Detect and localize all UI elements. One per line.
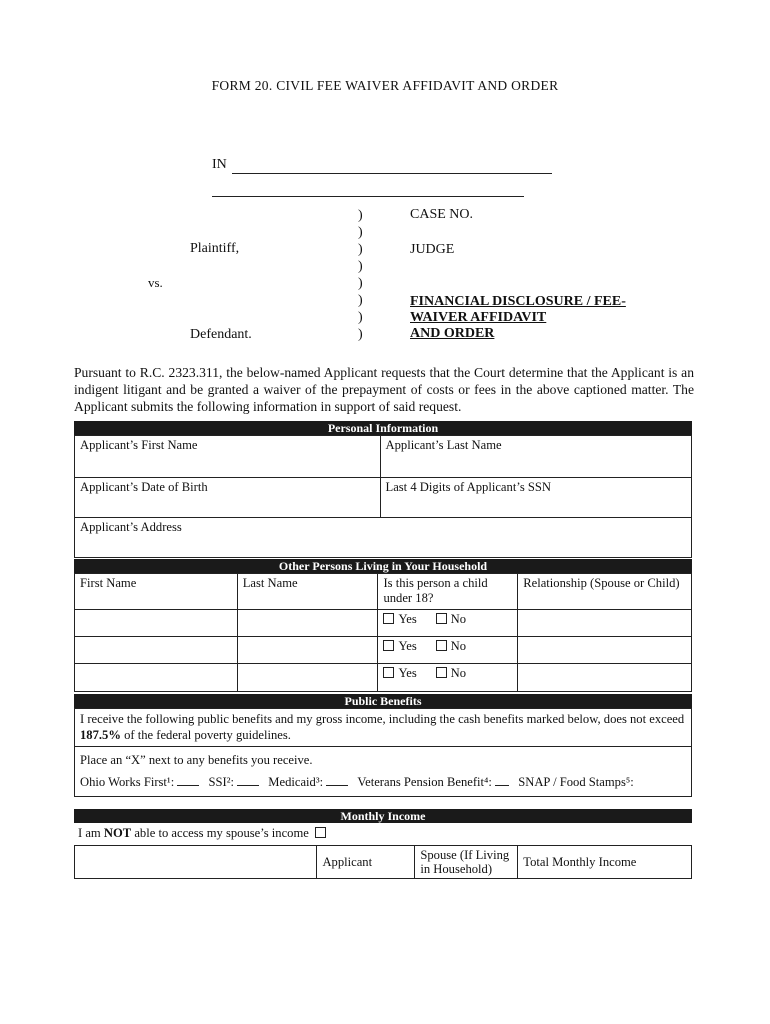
in-line[interactable]	[232, 172, 552, 174]
medicaid-blank[interactable]	[326, 785, 348, 786]
first-name-cell[interactable]	[75, 664, 238, 692]
col-total-monthly-income: Total Monthly Income	[518, 846, 692, 879]
no-checkbox[interactable]	[436, 667, 447, 678]
form-title: FORM 20. CIVIL FEE WAIVER AFFIDAVIT AND ORDER	[211, 78, 559, 93]
table-row	[75, 637, 692, 664]
col-last-name: Last Name	[237, 574, 378, 610]
child-choice: Yes No	[378, 610, 518, 637]
dob-field[interactable]: Applicant’s Date of Birth	[75, 478, 381, 518]
ssi-blank[interactable]	[237, 785, 259, 786]
child-choice: Yes No	[378, 664, 518, 692]
in-line-2[interactable]	[212, 195, 524, 197]
document-title: FINANCIAL DISCLOSURE / FEE- WAIVER AFFIDAVIT AND ORDER	[410, 294, 626, 341]
relationship-cell[interactable]	[518, 664, 692, 692]
paren-column: ) ) ) ) ) ) ) )	[358, 208, 363, 342]
vs-label: vs.	[148, 275, 163, 290]
first-name-field[interactable]: Applicant’s First Name	[75, 436, 381, 478]
personal-info-table	[74, 435, 692, 558]
in-label: IN	[212, 157, 227, 172]
yes-checkbox[interactable]	[383, 667, 394, 678]
case-no-label: CASE NO.	[410, 207, 474, 222]
benefits-list: Ohio Works First¹: SSI²: Medicaid³: Veterans Pension Benefit⁴: SNAP / Food Stamps⁵:	[80, 775, 634, 789]
last-name-cell[interactable]	[237, 664, 378, 692]
address-field[interactable]: Applicant’s Address	[75, 518, 692, 558]
benefits-statement: I receive the following public benefits and my gross income, including the cash benefits marked below, does not exceed 187.5% of the federal poverty guidelines.	[75, 709, 692, 747]
public-benefits-header: Public Benefits	[74, 694, 692, 708]
veterans-pension-blank[interactable]	[495, 785, 509, 786]
last-name-field[interactable]: Applicant’s Last Name	[380, 436, 692, 478]
first-name-cell[interactable]	[75, 610, 238, 637]
no-checkbox[interactable]	[436, 640, 447, 651]
table-row	[75, 664, 692, 692]
last-name-cell[interactable]	[237, 637, 378, 664]
col-applicant: Applicant	[317, 846, 415, 879]
ssn-field[interactable]: Last 4 Digits of Applicant’s SSN	[380, 478, 692, 518]
monthly-income-header: Monthly Income	[74, 809, 692, 823]
relationship-cell[interactable]	[518, 610, 692, 637]
income-row-label	[75, 846, 317, 879]
col-child-under-18: Is this person a child under 18?	[378, 574, 518, 610]
household-table	[74, 573, 692, 692]
ohio-works-first-blank[interactable]	[177, 785, 199, 786]
table-row	[75, 610, 692, 637]
personal-info-header: Personal Information	[74, 421, 692, 435]
col-first-name: First Name	[75, 574, 238, 610]
benefits-instruction: Place an “X” next to any benefits you receive.	[80, 753, 313, 767]
col-spouse: Spouse (If Living in Household)	[415, 846, 518, 879]
monthly-income-table	[74, 845, 692, 879]
relationship-cell[interactable]	[518, 637, 692, 664]
defendant-label: Defendant.	[190, 327, 252, 342]
benefits-selection	[75, 747, 692, 797]
yes-checkbox[interactable]	[383, 613, 394, 624]
household-header: Other Persons Living in Your Household	[74, 559, 692, 573]
child-choice: Yes No	[378, 637, 518, 664]
public-benefits-table	[74, 708, 692, 797]
first-name-cell[interactable]	[75, 637, 238, 664]
no-checkbox[interactable]	[436, 613, 447, 624]
plaintiff-label: Plaintiff,	[190, 241, 240, 256]
intro-paragraph: Pursuant to R.C. 2323.311, the below-named Applicant requests that the Court determine that the Applicant is an indigent litigant and be granted a waiver of the prepayment of costs or fees in the above captioned matter. The Applicant submits the following information in support of said request.	[74, 365, 694, 414]
judge-label: JUDGE	[410, 242, 455, 257]
yes-checkbox[interactable]	[383, 640, 394, 651]
last-name-cell[interactable]	[237, 610, 378, 637]
spouse-income-checkbox[interactable]	[315, 827, 326, 838]
col-relationship: Relationship (Spouse or Child)	[518, 574, 692, 610]
spouse-income-statement: I am NOT able to access my spouse’s income	[78, 826, 330, 841]
